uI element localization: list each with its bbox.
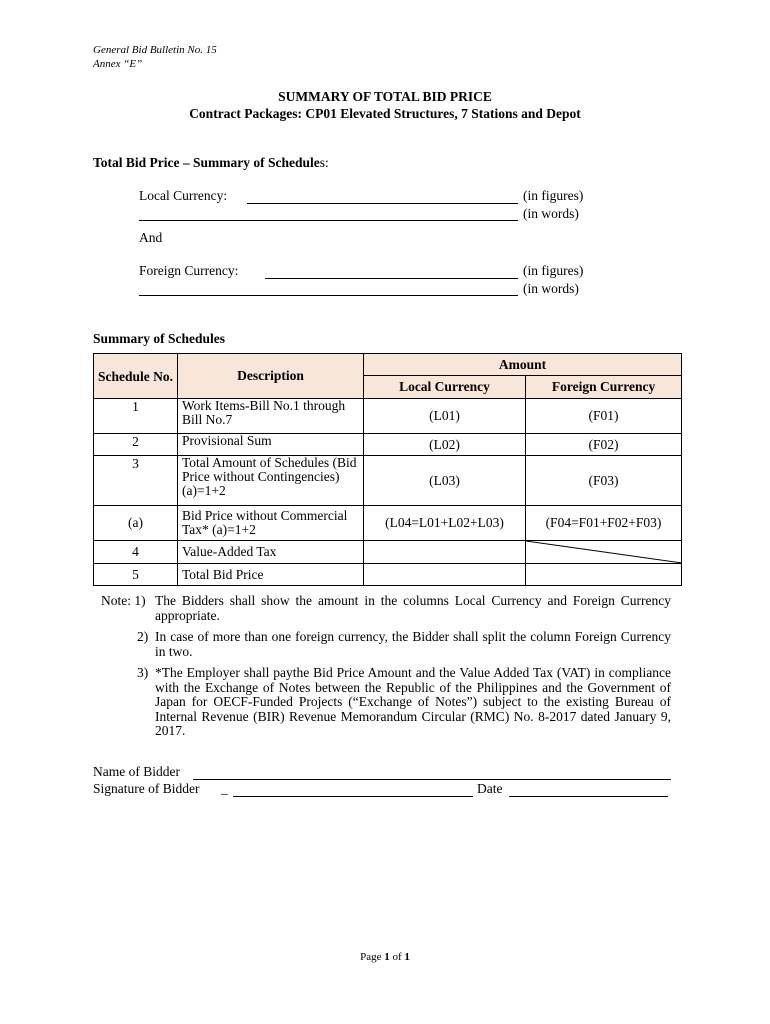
date-field[interactable]: [509, 796, 668, 797]
schedule-description: Provisional Sum: [178, 434, 364, 456]
page-current: 1: [384, 951, 390, 963]
col-schedule-no: Schedule No.: [94, 354, 178, 399]
table-row: [94, 399, 682, 434]
and-label: And: [139, 230, 163, 245]
schedule-description: Total Amount of Schedules (Bid Price without Contingencies) (a)=1+2: [178, 456, 364, 506]
foreign-amount[interactable]: [526, 564, 682, 586]
local-amount[interactable]: (L03): [364, 456, 526, 506]
bulletin-number: General Bid Bulletin No. 15: [93, 44, 217, 56]
schedules-table: [93, 353, 682, 586]
note-3-number: 3): [137, 665, 149, 680]
schedule-no: 3: [94, 456, 178, 506]
summary-of-schedules-heading: Summary of Schedules: [93, 331, 226, 346]
foreign-amount[interactable]: (F04=F01+F02+F03): [526, 506, 682, 541]
table-row: [94, 456, 682, 506]
note-2-text: In case of more than one foreign currency, the Bidder shall split the column Foreign Currency in two.: [155, 629, 671, 659]
col-amount: Amount: [364, 354, 682, 376]
foreign-in-figures-label: (in figures): [523, 263, 584, 278]
foreign-figures-field[interactable]: [265, 278, 518, 279]
schedule-no: (a): [94, 506, 178, 541]
signature-field[interactable]: [233, 796, 473, 797]
table-row: [94, 541, 682, 564]
local-currency-label: Local Currency:: [139, 188, 228, 203]
col-local-currency: Local Currency: [364, 376, 526, 399]
schedule-no: 1: [94, 399, 178, 434]
document-title: SUMMARY OF TOTAL BID PRICE: [278, 89, 492, 104]
name-of-bidder-field[interactable]: [193, 779, 671, 780]
foreign-amount[interactable]: (F01): [526, 399, 682, 434]
schedule-no: 4: [94, 541, 178, 564]
local-in-words-label: (in words): [523, 206, 579, 221]
page-of: of: [389, 951, 405, 963]
table-row: [94, 564, 682, 586]
local-figures-field[interactable]: [247, 203, 518, 204]
schedule-description: Bid Price without Commercial Tax* (a)=1+2: [178, 506, 364, 541]
note-3-text: *The Employer shall paythe Bid Price Amount and the Value Added Tax (VAT) in compliance with the Exchange of Notes between the Republic of the Philippines and the Government of Japan for OECF-Funded Projects (“Exchange of Notes”) subject to the existing Bureau of Internal Revenue (BIR) Revenue Memorandum Circular (RMC) No. 8-2017 dated January 9, 2017.: [155, 665, 671, 738]
signature-of-bidder-label: Signature of Bidder: [93, 781, 200, 796]
schedule-no: 2: [94, 434, 178, 456]
signature-underscore: _: [221, 781, 228, 796]
foreign-amount-na: [526, 541, 682, 564]
date-label: Date: [477, 781, 503, 796]
col-description: Description: [178, 354, 364, 399]
schedule-description: Value-Added Tax: [178, 541, 364, 564]
local-amount[interactable]: [364, 564, 526, 586]
total-bid-price-heading: [93, 155, 329, 171]
schedule-description: Total Bid Price: [178, 564, 364, 586]
local-amount[interactable]: (L01): [364, 399, 526, 434]
local-amount[interactable]: [364, 541, 526, 564]
contract-packages-title: Contract Packages: CP01 Elevated Structures, 7 Stations and Depot: [189, 106, 581, 121]
page-prefix: Page: [360, 951, 385, 963]
table-row: [94, 434, 682, 456]
local-amount[interactable]: (L02): [364, 434, 526, 456]
schedule-description: Work Items-Bill No.1 through Bill No.7: [178, 399, 364, 434]
note-2-number: 2): [137, 629, 149, 644]
foreign-in-words-label: (in words): [523, 281, 579, 296]
foreign-amount[interactable]: (F03): [526, 456, 682, 506]
foreign-amount[interactable]: (F02): [526, 434, 682, 456]
total-heading-suffix: s:: [319, 155, 329, 170]
page-number: [0, 951, 770, 963]
col-foreign-currency: Foreign Currency: [526, 376, 682, 399]
foreign-words-field[interactable]: [139, 295, 518, 296]
local-words-field[interactable]: [139, 220, 518, 221]
total-heading-text: Total Bid Price – Summary of Schedule: [93, 155, 320, 170]
note-prefix: Note: 1): [101, 593, 146, 608]
name-of-bidder-label: Name of Bidder: [93, 764, 180, 779]
annex-label: Annex “E”: [93, 58, 143, 70]
schedule-no: 5: [94, 564, 178, 586]
foreign-currency-label: Foreign Currency:: [139, 263, 239, 278]
local-amount[interactable]: (L04=L01+L02+L03): [364, 506, 526, 541]
local-in-figures-label: (in figures): [523, 188, 584, 203]
table-row: [94, 506, 682, 541]
diagonal-strike-icon: [526, 541, 682, 563]
note-1-text: The Bidders shall show the amount in the columns Local Currency and Foreign Currency appropriate.: [155, 593, 671, 623]
page-total: 1: [404, 951, 410, 963]
